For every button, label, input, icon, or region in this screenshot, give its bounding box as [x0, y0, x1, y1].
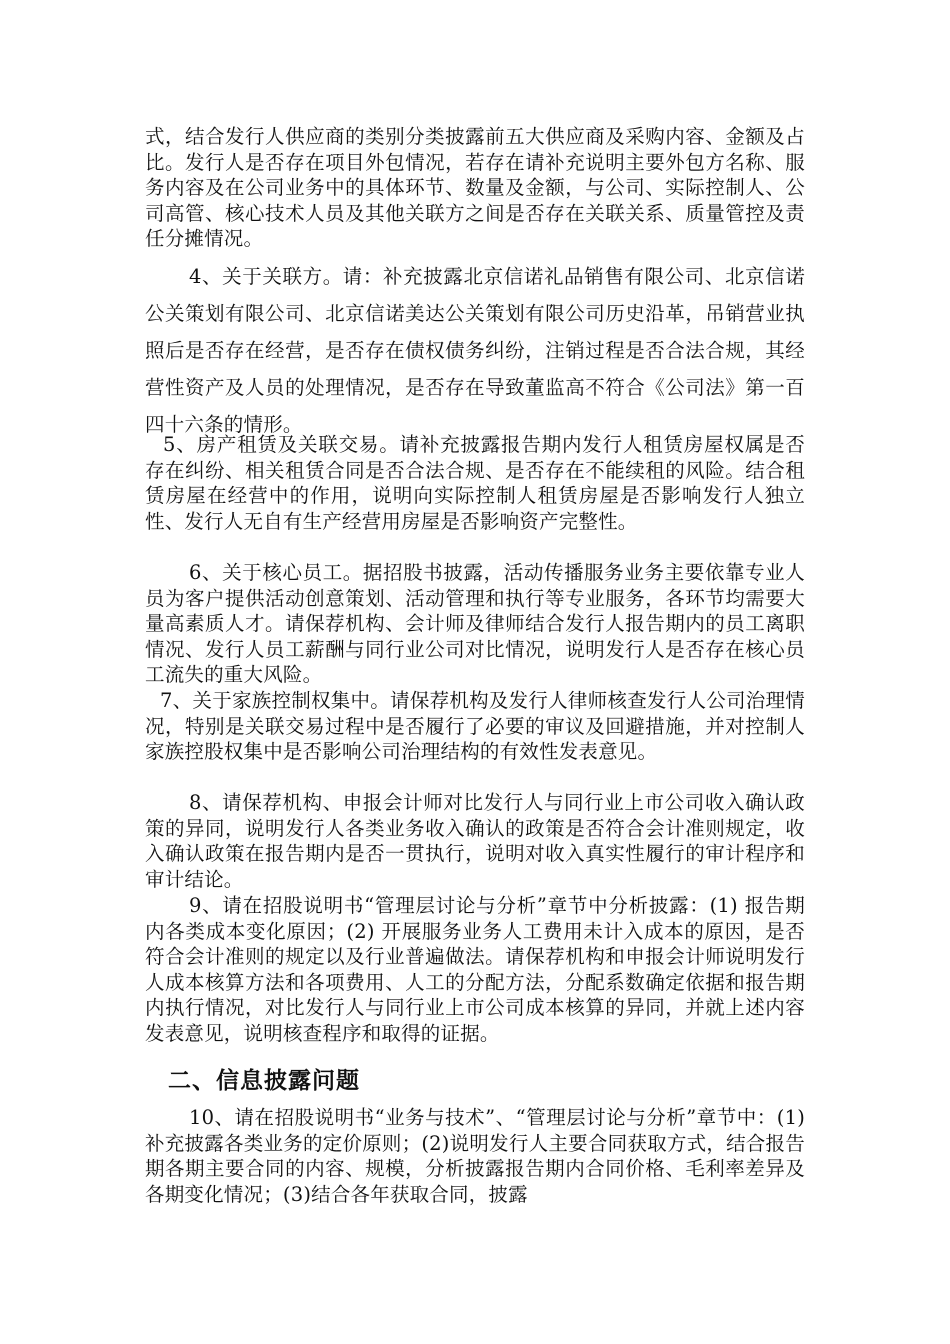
paragraph-6-core-employees: 6、关于核心员工。据招股书披露，活动传播服务业务主要依靠专业人员为客户提供活动创意策划、活动管理和执行等专业服务，各环节均需要大量高素质人才。请保荐机构、会计师及律师结合发行人报告期内的员工离职情况、发行人员工薪酬与同行业公司对比情况，说明发行人是否存在核心员工流失的重大风险。 — [145, 561, 805, 686]
paragraph-7-family-control: 7、关于家族控制权集中。请保荐机构及发行人律师核查发行人公司治理情况，特别是关联交易过程中是否履行了必要的审议及回避措施，并对控制人家族控股权集中是否影响公司治理结构的有效性发表意见。 — [145, 689, 805, 763]
section-heading-disclosure-issues: 二、信息披露问题 — [168, 1068, 360, 1094]
paragraph-10-business-technology: 10、请在招股说明书“业务与技术”、“管理层讨论与分析”章节中：(1)补充披露各类业务的定价原则；(2)说明发行人主要合同获取方式，结合报告期各期主要合同的内容、规模，分析披露报告期内合同价格、毛利率差异及各期变化情况；(3)结合各年获取合同，披露 — [145, 1106, 805, 1206]
paragraph-9-cost-analysis: 9、请在招股说明书“管理层讨论与分析”章节中分析披露：(1) 报告期内各类成本变化原因；(2) 开展服务业务人工费用未计入成本的原因，是否符合会计准则的规定以及行业普遍做法。请保荐机构和申报会计师说明发行人成本核算方法和各项费用、人工的分配方法，分配系数确定依据和报告期内执行情况，对比发行人与同行业上市公司成本核算的异同，并就上述内容发表意见，说明核查程序和取得的证据。 — [145, 894, 805, 1045]
paragraph-8-revenue-recognition: 8、请保荐机构、申报会计师对比发行人与同行业上市公司收入确认政策的异同，说明发行人各类业务收入确认的政策是否符合会计准则规定，收入确认政策在报告期内是否一贯执行，说明对收入真实性履行的审计程序和审计结论。 — [145, 791, 805, 891]
paragraph-4-related-parties: 4、关于关联方。请：补充披露北京信诺礼品销售有限公司、北京信诺公关策划有限公司、北京信诺美达公关策划有限公司历史沿革，吊销营业执照后是否存在经营，是否存在债权债务纠纷，注销过程是否合法合规，其经营性资产及人员的处理情况，是否存在导致董监高不符合《公司法》第一百四十六条的情形。 — [145, 265, 805, 436]
paragraph-supplier-disclosure: 式，结合发行人供应商的类别分类披露前五大供应商及采购内容、金额及占比。发行人是否存在项目外包情况，若存在请补充说明主要外包方名称、服务内容及在公司业务中的具体环节、数量及金额，与公司、实际控制人、公司高管、核心技术人员及其他关联方之间是否存在关联关系、质量管控及责任分摊情况。 — [145, 125, 805, 250]
paragraph-5-property-lease: 5、房产租赁及关联交易。请补充披露报告期内发行人租赁房屋权属是否存在纠纷、相关租赁合同是否合法合规、是否存在不能续租的风险。结合租赁房屋在经营中的作用，说明向实际控制人租赁房屋是否影响发行人独立性、发行人无自有生产经营用房屋是否影响资产完整性。 — [145, 433, 805, 533]
